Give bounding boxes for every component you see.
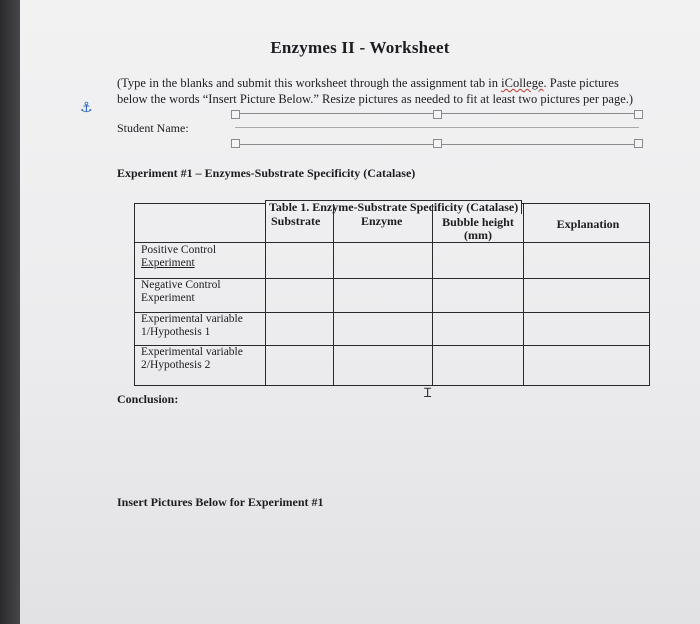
icollege-link: iCollege	[501, 76, 544, 90]
table-column-divider	[432, 204, 433, 385]
table-column-divider	[265, 204, 266, 385]
student-name-label: Student Name:	[117, 121, 189, 135]
table-caption: Table 1. Enzyme-Substrate Specificity (Catalase)	[265, 200, 522, 214]
insert-pictures-label: Insert Pictures Below for Experiment #1	[117, 495, 324, 509]
table-column-divider	[333, 204, 334, 385]
monitor-bezel	[0, 0, 22, 624]
experiment-title: Experiment #1 – Enzymes-Substrate Specificity (Catalase)	[117, 166, 416, 180]
table-row-label: Experimental variable 1/Hypothesis 1	[141, 313, 243, 338]
table-row-label: Experimental variable 2/Hypothesis 2	[141, 346, 243, 371]
text-cursor-icon: Ɪ	[424, 386, 432, 401]
resize-handle[interactable]	[433, 110, 442, 119]
header-enzyme: Enzyme	[361, 214, 403, 228]
resize-handle[interactable]	[634, 110, 643, 119]
resize-handle[interactable]	[231, 139, 240, 148]
page-title: Enzymes II - Worksheet	[270, 38, 450, 57]
header-explanation: Explanation	[556, 217, 620, 231]
table-row-label: Negative Control Experiment	[141, 279, 221, 304]
table-row-divider	[135, 242, 649, 243]
student-name-field[interactable]	[235, 113, 639, 145]
specificity-table	[134, 200, 650, 386]
table-column-divider	[523, 204, 524, 385]
instructions-line-1: (Type in the blanks and submit this worksheet through the assignment tab in iCollege. Paste pictures	[117, 76, 619, 90]
resize-handle[interactable]	[231, 110, 240, 119]
resize-handle[interactable]	[634, 139, 643, 148]
table-row-label: Positive Control Experiment	[141, 244, 217, 269]
resize-handle[interactable]	[433, 139, 442, 148]
text-field-line	[235, 127, 639, 128]
conclusion-label: Conclusion:	[117, 392, 179, 406]
header-substrate: Substrate	[271, 214, 321, 228]
instructions-line-2: below the words “Insert Picture Below.” Resize pictures as needed to fit at least two pictures per page.)	[117, 92, 634, 106]
header-bubble-height: Bubble height (mm)	[442, 215, 514, 242]
anchor-icon[interactable]: ⚓︎	[80, 100, 93, 116]
worksheet-page	[20, 0, 700, 624]
instructions	[117, 75, 677, 107]
